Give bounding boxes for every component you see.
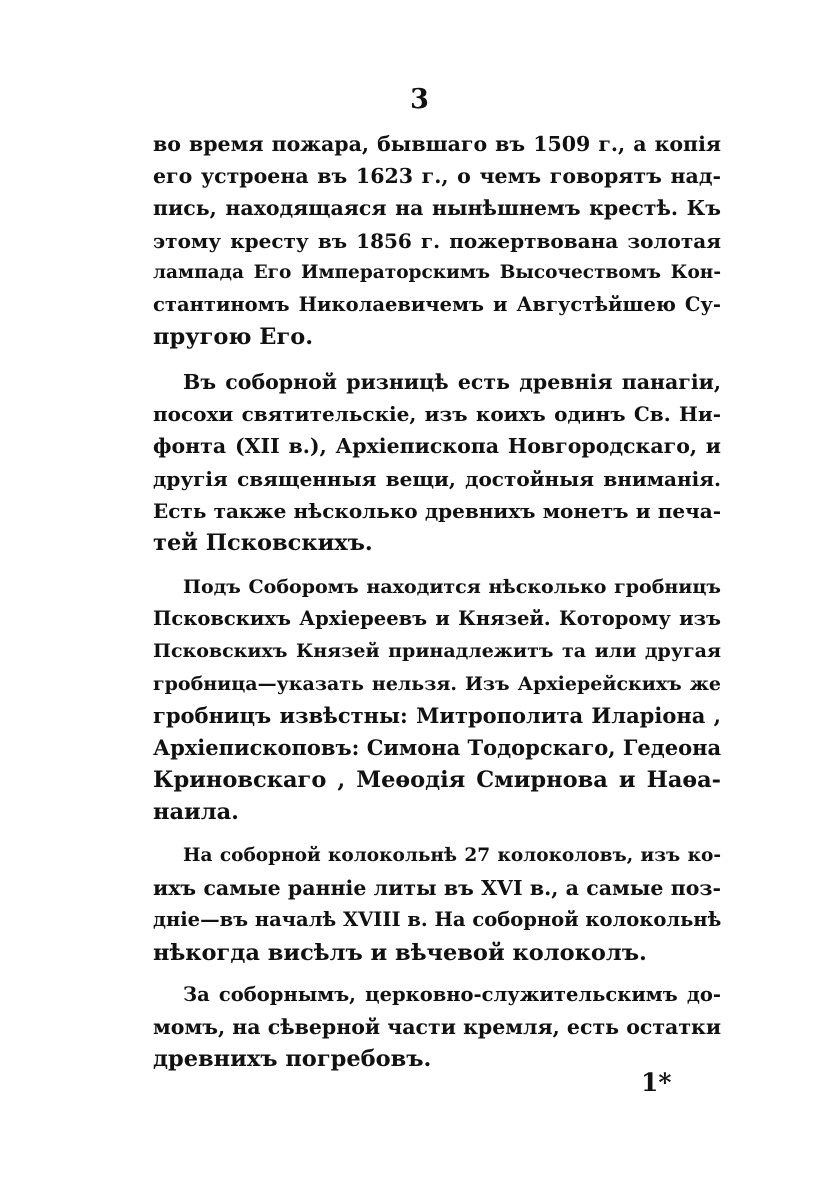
text-line: древнихъ погребовъ. (153, 1046, 432, 1073)
text-line: посохи святительскіе, изъ коихъ одинъ Св. Ни- (153, 402, 721, 427)
paragraph-tombs (153, 571, 721, 829)
text-line: Криновскаго , Меѳодія Смирнова и Наѳа- (153, 767, 721, 794)
text-line: Архіепископовъ: Симона Тодорскаго, Гедеона (153, 734, 722, 760)
printer-signature-mark: 1* (641, 1068, 672, 1097)
text-line: фонта (XII в.), Архіепископа Новгородскаго, и (153, 434, 721, 459)
text-line: наила. (153, 799, 240, 826)
text-line: гробница—указать нельзя. Изъ Архіерейскихъ же (153, 672, 721, 695)
paragraph-sacristy (153, 366, 721, 559)
page-number: 3 (410, 84, 430, 115)
text-line: этому кресту въ 1856 г. пожертвована золотая (153, 228, 721, 253)
text-line: стантиномъ Николаевичемъ и Августѣйшею Су- (153, 292, 721, 316)
text-line: Есть также нѣсколько древнихъ монетъ и печа- (153, 498, 721, 523)
text-line: На соборной колокольнѣ 27 колоколовъ, изъ ко- (183, 845, 721, 866)
text-line: лампада Его Императорскимъ Высочествомъ Кон- (153, 261, 721, 283)
text-line: Подъ Соборомъ находится нѣсколько гробницъ (183, 576, 721, 598)
text-line: другія священныя вещи, достойныя вниманія. (153, 466, 721, 491)
text-line: момъ, на сѣверной части кремля, есть остатки (153, 1015, 722, 1040)
text-line: пись, находящаяся на нынѣшнемъ крестѣ. Къ (153, 196, 721, 221)
text-line: дніе—въ началѣ XVIII в. На соборной колокольнѣ (153, 908, 722, 932)
text-line: пругою Его. (153, 324, 314, 351)
text-line: во время пожара, бывшаго въ 1509 г., а копія (153, 132, 721, 156)
text-line: нѣкогда висѣлъ и вѣчевой колоколъ. (153, 939, 647, 966)
paragraph-cellars (153, 979, 721, 1076)
text-line: ихъ самые ранніе литы въ XVI в., а самые поз- (153, 876, 721, 901)
text-line: За соборнымъ, церковно-служительскимъ до- (183, 983, 721, 1006)
text-line: Псковскихъ Князей принадлежитъ та или другая (153, 640, 721, 663)
text-line: гробницъ извѣстны: Митрополита Иларіона , (153, 702, 721, 728)
text-line: тей Псковскихъ. (153, 529, 373, 556)
text-line: его устроена въ 1623 г., о чемъ говорятъ над- (153, 164, 721, 189)
paragraph-bell-tower (153, 840, 721, 969)
text-line: Въ соборной ризницѣ есть древнія панагіи, (183, 370, 721, 394)
paragraph-cathedral-cross (153, 128, 721, 353)
text-line: Псковскихъ Архіереевъ и Князей. Которому изъ (153, 607, 721, 631)
